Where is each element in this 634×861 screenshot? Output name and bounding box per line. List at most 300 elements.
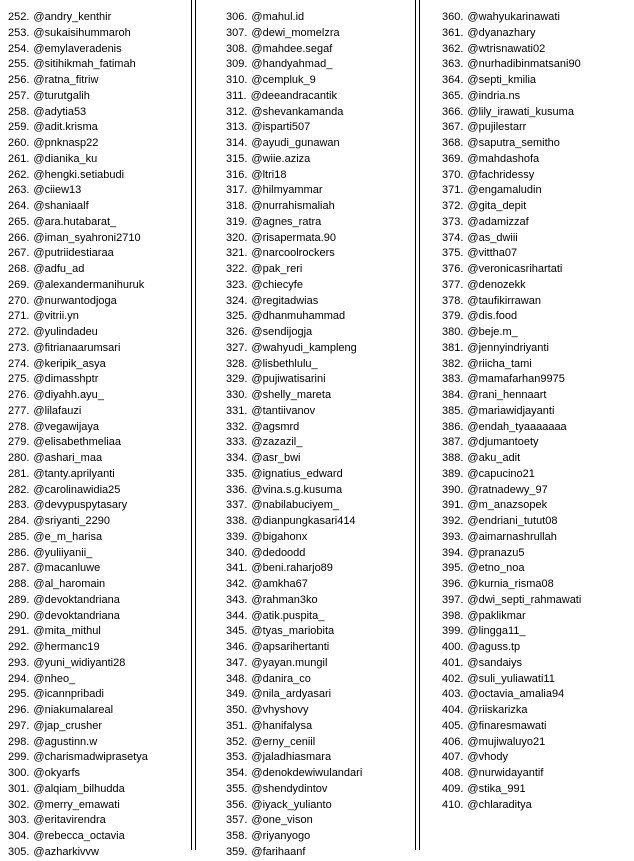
list-item-number: 334.: [226, 452, 248, 464]
list-item: [196, 183, 415, 199]
list-item-number: 395.: [442, 562, 464, 575]
list-item-number: 274.: [8, 357, 30, 370]
list-item: [196, 168, 415, 184]
list-item-handle: @yayan.mungil: [251, 656, 328, 669]
list-item: [0, 782, 191, 798]
list-item-handle: @e_m_harisa: [33, 530, 103, 543]
list-item-number: 301.: [8, 782, 30, 795]
list-item: [420, 483, 634, 499]
list-item-handle: @shelly_mareta: [251, 389, 332, 401]
list-item: [420, 435, 634, 451]
list-item: [196, 372, 415, 388]
list-item: [196, 152, 415, 168]
list-item-handle: @dwi_septi_rahmawati: [467, 593, 582, 606]
list-item: [0, 514, 191, 530]
list-item-number: 297.: [8, 719, 30, 732]
list-item-handle: @danira_co: [251, 672, 311, 685]
list-item-number: 276.: [8, 389, 30, 401]
list-item-number: 327.: [226, 341, 248, 354]
list-item: [420, 152, 634, 168]
list-item-handle: @wiie.aziza: [251, 152, 311, 165]
list-item-handle: @dhanmuhammad: [251, 310, 346, 323]
list-item-handle: @rebecca_octavia: [33, 830, 125, 842]
list-item-number: 308.: [226, 42, 248, 55]
list-item: [196, 388, 415, 404]
list-item-handle: @aimarnashrullah: [467, 530, 557, 543]
list-item-handle: @ara.hutabarat_: [33, 215, 117, 228]
list-item-number: 326.: [226, 326, 248, 338]
list-item-handle: @dimasshptr: [33, 373, 99, 386]
list-item-number: 252.: [8, 11, 30, 23]
list-item-handle: @andry_kenthir: [33, 11, 112, 23]
list-item-handle: @suli_yuliawati11: [467, 672, 555, 685]
list-item-number: 396.: [442, 578, 464, 590]
list-item: [0, 703, 191, 719]
list-item-number: 253.: [8, 26, 30, 39]
list-item-number: 302.: [8, 798, 30, 811]
list-item-number: 331.: [226, 404, 248, 417]
list-item-number: 322.: [226, 263, 248, 275]
list-item: [0, 372, 191, 388]
list-item-number: 410.: [442, 798, 464, 811]
list-item-number: 390.: [442, 483, 464, 496]
list-item-number: 300.: [8, 767, 30, 779]
list-item-number: 372.: [442, 200, 464, 212]
list-item-number: 407.: [442, 751, 464, 764]
list-item: [196, 483, 415, 499]
list-item: [196, 735, 415, 751]
list-item-number: 393.: [442, 530, 464, 543]
list-item-number: 405.: [442, 719, 464, 732]
list-item: [420, 546, 634, 562]
list-item-handle: @adamizzaf: [467, 215, 529, 228]
list-item-handle: @regitadwias: [251, 294, 319, 307]
list-item: [420, 168, 634, 184]
list-item: [0, 73, 191, 89]
list-item-number: 287.: [8, 562, 30, 575]
list-item: [420, 215, 634, 231]
list-item-number: 363.: [442, 58, 464, 71]
list-item: [196, 278, 415, 294]
list-item-handle: @sitihikmah_fatimah: [33, 58, 136, 71]
list-item: [420, 687, 634, 703]
list-item-number: 402.: [442, 672, 464, 685]
list-item-handle: @lisbethlulu_: [251, 357, 318, 370]
list-item: [0, 672, 191, 688]
list-item-handle: @lilafauzi: [33, 404, 82, 417]
list-item-number: 365.: [442, 89, 464, 102]
list-item-number: 355.: [226, 782, 248, 795]
list-item-number: 295.: [8, 688, 30, 701]
list-item-number: 337.: [226, 499, 248, 512]
list-item-handle: @adit.krisma: [33, 121, 98, 134]
list-item: [196, 577, 415, 593]
list-item: [0, 435, 191, 451]
list-item-number: 268.: [8, 263, 30, 275]
list-item: [420, 294, 634, 310]
list-item-handle: @taufikirrawan: [467, 294, 541, 307]
list-item-number: 272.: [8, 326, 30, 338]
list-item-number: 409.: [442, 782, 464, 795]
list-item: [0, 309, 191, 325]
list-item-number: 314.: [226, 137, 248, 149]
list-item: [0, 57, 191, 73]
list-item: [196, 514, 415, 530]
list-item-handle: @mahdee.segaf: [251, 42, 333, 55]
list-item-number: 279.: [8, 436, 30, 449]
list-item: [0, 199, 191, 215]
list-item-handle: @agustinn.w: [33, 735, 98, 748]
list-item-handle: @handyahmad_: [251, 58, 333, 71]
list-item-number: 343.: [226, 593, 248, 606]
list-item-handle: @dis.food: [467, 310, 518, 323]
list-item-handle: @jennyindriyanti: [467, 341, 549, 354]
list-item-number: 352.: [226, 735, 248, 748]
list-item-handle: @nurwantodjoga: [33, 294, 117, 307]
list-item-handle: @as_dwiii: [467, 231, 518, 244]
list-item: [196, 750, 415, 766]
list-item: [196, 26, 415, 42]
list-item-number: 383.: [442, 373, 464, 386]
list-item-handle: @okyarfs: [33, 767, 81, 779]
list-item-handle: @veronicasrihartati: [467, 263, 563, 275]
list-item-handle: @ayudi_gunawan: [251, 137, 340, 149]
list-item-handle: @pujilestarr: [467, 121, 527, 134]
list-item-handle: @devoktandriana: [33, 593, 120, 606]
list-item-number: 344.: [226, 609, 248, 622]
list-item-number: 298.: [8, 735, 30, 748]
list-item-handle: @vitrii.yn: [33, 310, 79, 323]
list-item-handle: @atik.puspita_: [251, 609, 325, 622]
list-item: [196, 451, 415, 467]
list-item-number: 367.: [442, 121, 464, 134]
list-item: [0, 89, 191, 105]
list-item: [0, 10, 191, 26]
list-item-number: 321.: [226, 247, 248, 260]
list-item: [0, 483, 191, 499]
list-item-number: 378.: [442, 294, 464, 307]
list-item-handle: @sandaiys: [467, 656, 523, 669]
list-item: [0, 530, 191, 546]
list-item: [0, 451, 191, 467]
list-item: [420, 372, 634, 388]
list-item: [420, 231, 634, 247]
list-item: [196, 215, 415, 231]
column-2: [195, 0, 416, 858]
list-item-handle: @rahman3ko: [251, 593, 318, 606]
list-item: [0, 624, 191, 640]
list-item: [0, 467, 191, 483]
list-item: [0, 798, 191, 814]
list-item-number: 282.: [8, 483, 30, 496]
list-item: [0, 388, 191, 404]
list-item-number: 299.: [8, 751, 30, 764]
list-item-handle: @vittha07: [467, 247, 518, 260]
list-item-number: 288.: [8, 578, 30, 590]
list-item: [0, 294, 191, 310]
list-item: [0, 357, 191, 373]
list-item-number: 257.: [8, 89, 30, 102]
list-item: [196, 42, 415, 58]
list-item-handle: @vhody: [467, 751, 508, 764]
list-item: [0, 420, 191, 436]
list-item-handle: @hilmyammar: [251, 184, 323, 197]
list-item-handle: @narcoolrockers: [251, 247, 335, 260]
list-item-handle: @wahyudi_kampleng: [251, 341, 357, 354]
list-item-number: 312.: [226, 105, 248, 118]
list-item-handle: @apsarihertanti: [251, 641, 330, 653]
list-item-number: 369.: [442, 152, 464, 165]
list-item: [0, 325, 191, 341]
list-item: [0, 609, 191, 625]
list-item-number: 366.: [442, 105, 464, 118]
list-item-handle: @dewi_momelzra: [251, 26, 340, 39]
list-item: [420, 136, 634, 152]
list-item-number: 403.: [442, 688, 464, 701]
list-item-handle: @eritavirendra: [33, 814, 106, 827]
list-item-handle: @deeandracantik: [250, 89, 337, 102]
list-item-handle: @emylaveradenis: [33, 42, 122, 55]
list-item-number: 389.: [442, 467, 464, 480]
list-item-number: 254.: [8, 42, 30, 55]
list-item-number: 340.: [226, 546, 248, 559]
list-item-number: 271.: [8, 310, 30, 323]
list-item-number: 359.: [226, 845, 248, 858]
list-item-handle: @jap_crusher: [33, 719, 103, 732]
list-item: [0, 105, 191, 121]
list-item: [196, 105, 415, 121]
list-item-number: 356.: [226, 798, 248, 811]
list-item-handle: @yuni_widiyanti28: [33, 656, 126, 669]
list-item: [420, 561, 634, 577]
list-item-number: 313.: [226, 121, 248, 134]
list-item-number: 404.: [442, 704, 464, 716]
list-item: [196, 798, 415, 814]
list-item: [0, 120, 191, 136]
list-item-number: 338.: [226, 515, 248, 527]
list-item: [420, 183, 634, 199]
list-item-handle: @amkha67: [251, 578, 308, 590]
list-item-number: 391.: [442, 499, 464, 512]
list-item: [420, 451, 634, 467]
list-item: [0, 719, 191, 735]
list-item-number: 325.: [226, 310, 248, 323]
list-item-handle: @shendydintov: [251, 782, 328, 795]
list-item-number: 341.: [226, 562, 248, 575]
list-item-number: 320.: [226, 231, 248, 244]
list-item-number: 275.: [8, 373, 30, 386]
list-item: [420, 703, 634, 719]
list-item-number: 328.: [226, 357, 248, 370]
list-item: [196, 467, 415, 483]
list-item: [0, 183, 191, 199]
list-item-number: 283.: [8, 499, 30, 512]
list-item-number: 329.: [226, 373, 248, 386]
list-item: [420, 26, 634, 42]
list-item: [0, 341, 191, 357]
list-item-number: 408.: [442, 767, 464, 779]
list-item-number: 286.: [8, 546, 30, 559]
list-item: [196, 341, 415, 357]
list-item-handle: @farihaanf: [251, 845, 306, 858]
list-item-handle: @shevankamanda: [251, 105, 344, 118]
list-item-number: 351.: [226, 719, 248, 732]
list-item: [420, 309, 634, 325]
list-item-number: 350.: [226, 704, 248, 716]
list-item-number: 318.: [226, 200, 248, 212]
list-item-handle: @stika_991: [467, 782, 526, 795]
list-item-number: 323.: [226, 278, 248, 291]
list-item-handle: @putriidestiaraa: [33, 247, 114, 260]
list-item-handle: @sriyanti_2290: [33, 515, 111, 527]
list-item: [420, 514, 634, 530]
list-item-handle: @asr_bwi: [251, 452, 301, 464]
list-item-number: 261.: [8, 152, 30, 165]
list-item: [196, 357, 415, 373]
list-item-handle: @yuliiyanii_: [33, 546, 93, 559]
list-item-handle: @dianika_ku: [33, 152, 98, 165]
list-item-number: 290.: [8, 609, 30, 622]
list-item-handle: @etno_noa: [467, 562, 525, 575]
list-item: [0, 845, 191, 861]
list-item-handle: @agnes_ratra: [251, 215, 322, 228]
list-item: [196, 57, 415, 73]
list-item: [420, 719, 634, 735]
list-item-handle: @aku_adit: [467, 452, 521, 464]
list-item: [420, 120, 634, 136]
list-item: [0, 561, 191, 577]
list-item-number: 291.: [8, 625, 30, 638]
list-item-handle: @gita_depit: [467, 200, 527, 212]
list-item-handle: @ciiew13: [33, 184, 82, 197]
list-item-handle: @mamafarhan9975: [467, 373, 565, 386]
list-item-number: 296.: [8, 704, 30, 716]
list-item: [420, 199, 634, 215]
list-item-number: 316.: [226, 168, 248, 181]
list-item: [196, 593, 415, 609]
list-item: [420, 57, 634, 73]
list-item-handle: @riicha_tami: [467, 357, 532, 370]
list-item-number: 384.: [442, 389, 464, 401]
list-item-number: 348.: [226, 672, 248, 685]
list-item-number: 375.: [442, 247, 464, 260]
list-item: [0, 829, 191, 845]
list-item: [196, 546, 415, 562]
list-item-handle: @tanty.aprilyanti: [33, 467, 115, 480]
list-item: [0, 246, 191, 262]
list-item-handle: @sendijogja: [251, 326, 313, 338]
list-item-number: 292.: [8, 641, 30, 653]
list-item-number: 265.: [8, 215, 30, 228]
list-item-handle: @pak_reri: [251, 263, 303, 275]
list-item: [420, 735, 634, 751]
list-item-handle: @keripik_asya: [33, 357, 106, 370]
list-item: [196, 719, 415, 735]
list-item-handle: @turutgalih: [33, 89, 90, 102]
list-item-handle: @alqiam_bilhudda: [33, 782, 125, 795]
list-item-handle: @wtrisnawati02: [467, 42, 546, 55]
list-item-number: 255.: [8, 58, 30, 71]
list-item: [196, 829, 415, 845]
list-item-handle: @zazazil_: [251, 436, 303, 449]
list-item: [420, 325, 634, 341]
list-item: [420, 341, 634, 357]
list-item: [0, 498, 191, 514]
list-item-number: 311.: [226, 89, 247, 102]
list-item-number: 256.: [8, 74, 30, 86]
list-item-number: 267.: [8, 247, 30, 260]
list-item-handle: @paklikmar: [467, 609, 526, 622]
list-item-handle: @indria.ns: [467, 89, 521, 102]
list-item-handle: @vina.s.g.kusuma: [251, 483, 343, 496]
list-item-number: 332.: [226, 420, 248, 433]
list-item-number: 360.: [442, 11, 464, 23]
list-item-handle: @ignatius_edward: [251, 467, 343, 480]
list-item: [0, 42, 191, 58]
list-item: [420, 782, 634, 798]
list-item: [420, 672, 634, 688]
list-item-number: 368.: [442, 137, 464, 149]
list-item: [420, 530, 634, 546]
list-item: [420, 10, 634, 26]
list-item-handle: @saputra_semitho: [467, 137, 560, 149]
list-item-number: 258.: [8, 105, 30, 118]
list-item-number: 294.: [8, 672, 30, 685]
list-item: [196, 672, 415, 688]
list-item-handle: @diyahh.ayu_: [33, 389, 104, 401]
list-item: [196, 687, 415, 703]
list-item: [420, 624, 634, 640]
list-item-handle: @dianpungkasari414: [251, 515, 356, 527]
list-item: [0, 26, 191, 42]
list-item-number: 285.: [8, 530, 30, 543]
list-item: [196, 561, 415, 577]
list-item-handle: @pujiwatisarini: [251, 373, 326, 386]
list-item-number: 354.: [226, 767, 248, 779]
list-item: [196, 609, 415, 625]
list-item-handle: @azharkivvw: [33, 845, 99, 858]
list-item: [196, 309, 415, 325]
list-item-number: 307.: [226, 26, 248, 39]
list-item-handle: @dedoodd: [251, 546, 306, 559]
list-item-handle: @nabilabuciyem_: [251, 499, 340, 512]
list-item: [420, 404, 634, 420]
list-item: [420, 467, 634, 483]
list-item-number: 387.: [442, 436, 464, 449]
list-item-handle: @riiskarizka: [467, 704, 528, 716]
list-item-handle: @charismadwiprasetya: [33, 751, 148, 764]
list-item-handle: @riyanyogo: [251, 830, 311, 842]
list-item-handle: @adytia53: [33, 105, 87, 118]
list-item: [0, 735, 191, 751]
list-item: [0, 136, 191, 152]
list-item-number: 264.: [8, 200, 30, 212]
list-item-number: 400.: [442, 641, 464, 653]
list-item-number: 293.: [8, 656, 30, 669]
list-item-number: 380.: [442, 326, 464, 338]
list-item-handle: @nurrahismaliah: [251, 200, 335, 212]
list-item: [196, 498, 415, 514]
list-item-number: 289.: [8, 593, 30, 606]
list-item: [196, 404, 415, 420]
list-item: [196, 262, 415, 278]
list-item: [196, 325, 415, 341]
list-item-handle: @risapermata.90: [251, 231, 336, 244]
list-item: [0, 546, 191, 562]
list-item-number: 385.: [442, 404, 464, 417]
list-item-handle: @cempluk_9: [251, 74, 316, 86]
list-item-number: 278.: [8, 420, 30, 433]
